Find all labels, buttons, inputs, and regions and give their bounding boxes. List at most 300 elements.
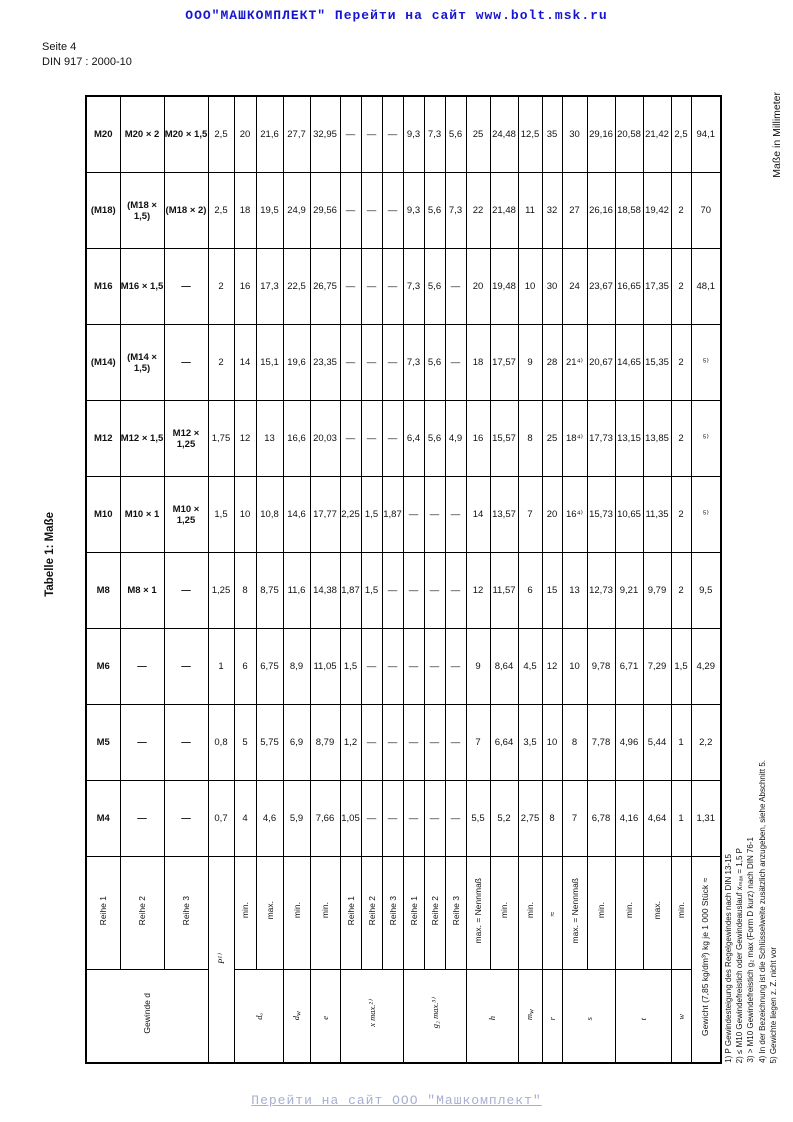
value-cell: 5,75 [256,705,283,781]
value-cell: 20,58 [615,96,643,173]
table-caption: Tabelle 1: Maße [44,512,56,597]
thread-designation-cell: — [164,325,208,401]
value-cell: — [445,629,466,705]
value-cell: 1,5 [361,477,382,553]
value-cell: 11,6 [283,553,310,629]
value-cell: 16 [234,249,256,325]
value-cell: 8,75 [256,553,283,629]
value-cell: 25 [466,96,490,173]
symbol-dw: $d_w$ [283,970,310,1064]
thread-designation-cell: (M18) [86,173,120,249]
symbol-w: w [671,970,691,1064]
value-cell: 8 [518,401,542,477]
value-cell: 13 [562,553,587,629]
value-cell: 20 [466,249,490,325]
value-cell: 1,5 [671,629,691,705]
value-cell: — [340,173,361,249]
table-row [86,325,721,401]
value-cell: ⁵⁾ [691,325,721,401]
value-cell: 12 [234,401,256,477]
value-cell: — [445,325,466,401]
value-cell: 22,5 [283,249,310,325]
symbol-p: P¹⁾ [208,857,234,1064]
value-cell: 7,3 [403,249,424,325]
value-cell: 18,58 [615,173,643,249]
value-cell: 5,6 [424,325,445,401]
value-cell: 94,1 [691,96,721,173]
value-cell: 3,5 [518,705,542,781]
sublabel-h-min: min. [490,857,518,970]
value-cell: 23,67 [587,249,615,325]
value-cell: 12,5 [518,96,542,173]
value-cell: 4,5 [518,629,542,705]
value-cell: 35 [542,96,562,173]
value-cell: 18⁴⁾ [562,401,587,477]
value-cell: 2,75 [518,781,542,857]
sublabel-g2-reihe1: Reihe 1 [403,857,424,970]
value-cell: 13,85 [643,401,671,477]
value-cell: 19,48 [490,249,518,325]
thread-designation-cell: M12 [86,401,120,477]
value-cell: — [403,629,424,705]
value-cell: 13,15 [615,401,643,477]
value-cell: 13,57 [490,477,518,553]
value-cell: — [445,553,466,629]
thread-designation-cell: M12 × 1,25 [164,401,208,477]
value-cell: — [382,705,403,781]
value-cell: 2 [671,401,691,477]
value-cell: 16,65 [615,249,643,325]
footnote-3: 3) > M10 Gewindefreistich g₂ max (Form D kurz) nach DIN 76-1 [746,837,756,1063]
thread-designation-cell: (M18 × 1,5) [120,173,164,249]
value-cell: 8 [234,553,256,629]
value-cell: 6,64 [490,705,518,781]
value-cell: 5,6 [424,173,445,249]
value-cell: 24 [562,249,587,325]
sublabel-x-reihe2: Reihe 2 [361,857,382,970]
value-cell: 17,57 [490,325,518,401]
value-cell: — [424,553,445,629]
value-cell: 1 [671,705,691,781]
table-row [86,96,721,173]
value-cell: 16⁴⁾ [562,477,587,553]
value-cell: — [424,705,445,781]
symbol-t: t [615,970,671,1064]
symbol-s: s [562,970,615,1064]
value-cell: 4,96 [615,705,643,781]
value-cell: 8,64 [490,629,518,705]
value-cell: 21⁴⁾ [562,325,587,401]
value-cell: — [361,401,382,477]
table-row [86,401,721,477]
symbol-e: e [310,970,340,1064]
value-cell: — [382,249,403,325]
value-cell: 7 [466,705,490,781]
symbol-da: dₐ [234,970,283,1064]
table-row [86,553,721,629]
dimensions-table [85,95,722,1064]
value-cell: ⁵⁾ [691,401,721,477]
footnote-2: 2) ≤ M10 Gewindefreistich oder Gewindeauslauf xₘₐₓ = 1,5 P [735,847,745,1063]
footnotes-block [724,760,778,1063]
thread-designation-cell: M16 [86,249,120,325]
table-row [86,705,721,781]
value-cell: 29,56 [310,173,340,249]
value-cell: 17,35 [643,249,671,325]
value-cell: 19,5 [256,173,283,249]
value-cell: — [340,249,361,325]
sublabel-w-min: min. [671,857,691,970]
value-cell: 9,78 [587,629,615,705]
value-cell: 1 [208,629,234,705]
value-cell: 9,3 [403,96,424,173]
value-cell: 18 [234,173,256,249]
value-cell: 24,9 [283,173,310,249]
value-cell: 11 [518,173,542,249]
value-cell: 1,5 [361,553,382,629]
value-cell: 14,38 [310,553,340,629]
standard-number: DIN 917 : 2000-10 [42,55,132,68]
value-cell: 19,6 [283,325,310,401]
symbol-mw: $m_w$ [518,970,542,1064]
value-cell: 26,16 [587,173,615,249]
value-cell: 14,65 [615,325,643,401]
value-cell: 7,3 [403,325,424,401]
label-gewicht: Gewicht (7,85 kg/dm³) kg je 1 000 Stück ≈ [691,857,721,1064]
value-cell: 70 [691,173,721,249]
value-cell: 14,6 [283,477,310,553]
value-cell: 18 [466,325,490,401]
thread-designation-cell: (M18 × 2) [164,173,208,249]
symbol-x-max: x max.²⁾ [340,970,403,1064]
value-cell: 7,3 [424,96,445,173]
value-cell: 4,16 [615,781,643,857]
sublabel-gewinde-reihe3: Reihe 3 [164,857,208,970]
symbol-h: h [466,970,518,1064]
value-cell: 29,16 [587,96,615,173]
thread-designation-cell: M4 [86,781,120,857]
value-cell: 2 [208,249,234,325]
value-cell: 14 [234,325,256,401]
table-row [86,477,721,553]
value-cell: 11,35 [643,477,671,553]
table-row [86,781,721,857]
thread-designation-cell: — [164,629,208,705]
value-cell: — [340,401,361,477]
value-cell: 6,4 [403,401,424,477]
thread-designation-cell: M6 [86,629,120,705]
value-cell: 2,5 [208,173,234,249]
value-cell: 21,42 [643,96,671,173]
value-cell: 1 [671,781,691,857]
value-cell: 21,48 [490,173,518,249]
symbol-g2-max: g₂ max.³⁾ [403,970,466,1064]
value-cell: 12,73 [587,553,615,629]
value-cell: — [361,325,382,401]
value-cell: — [340,96,361,173]
value-cell: 9,5 [691,553,721,629]
value-cell: 21,6 [256,96,283,173]
label-gewinde: Gewinde d [86,970,208,1064]
value-cell: — [445,705,466,781]
value-cell: 2 [671,325,691,401]
value-cell: 2 [671,477,691,553]
value-cell: 1,5 [340,629,361,705]
value-cell: 10 [518,249,542,325]
value-cell: 30 [562,96,587,173]
thread-designation-cell: — [164,249,208,325]
value-cell: 5,2 [490,781,518,857]
sublabel-s-max: max. = Nennmaß [562,857,587,970]
value-cell: 24,48 [490,96,518,173]
page-number: Seite 4 [42,41,77,53]
value-cell: 19,42 [643,173,671,249]
table-label-band [86,857,721,1064]
value-cell: 20,03 [310,401,340,477]
value-cell: 8 [542,781,562,857]
value-cell: 25 [542,401,562,477]
value-cell: 2,5 [671,96,691,173]
value-cell: — [361,705,382,781]
value-cell: 16 [466,401,490,477]
value-cell: 6 [234,629,256,705]
value-cell: — [382,96,403,173]
value-cell: 12 [542,629,562,705]
table-body [86,96,721,857]
value-cell: 8 [562,705,587,781]
value-cell: 1,25 [208,553,234,629]
thread-designation-cell: M10 × 1,25 [164,477,208,553]
value-cell: 32 [542,173,562,249]
value-cell: 2,2 [691,705,721,781]
value-cell: — [340,325,361,401]
value-cell: ⁵⁾ [691,477,721,553]
value-cell: — [361,781,382,857]
value-cell: 10 [542,705,562,781]
symbol-r: r [542,970,562,1064]
value-cell: 0,8 [208,705,234,781]
thread-designation-cell: — [120,781,164,857]
footnote-5: 5) Gewichte liegen z. Z. nicht vor [768,946,778,1063]
value-cell: 15 [542,553,562,629]
page-header [42,40,132,70]
value-cell: 1,05 [340,781,361,857]
value-cell: — [403,477,424,553]
value-cell: 5,5 [466,781,490,857]
thread-designation-cell: — [164,705,208,781]
sublabel-h-max: max. = Nennmaß [466,857,490,970]
value-cell: 7,66 [310,781,340,857]
value-cell: 20 [234,96,256,173]
sublabel-gewinde-reihe1: Reihe 1 [86,857,120,970]
value-cell: 6,71 [615,629,643,705]
value-cell: 7,3 [445,173,466,249]
sublabel-g2-reihe2: Reihe 2 [424,857,445,970]
value-cell: 30 [542,249,562,325]
value-cell: 7,78 [587,705,615,781]
value-cell: 1,31 [691,781,721,857]
sublabel-gewinde-reihe2: Reihe 2 [120,857,164,970]
sublabel-r-approx: ≈ [542,857,562,970]
sublabel-da-max: max. [256,857,283,970]
value-cell: — [403,781,424,857]
value-cell: 12 [466,553,490,629]
symbol-row [86,970,721,1064]
value-cell: 6 [518,553,542,629]
value-cell: 6,78 [587,781,615,857]
thread-designation-cell: — [164,781,208,857]
thread-designation-cell: M10 × 1 [120,477,164,553]
value-cell: 17,3 [256,249,283,325]
value-cell: 7,29 [643,629,671,705]
value-cell: 14 [466,477,490,553]
thread-designation-cell: M20 × 2 [120,96,164,173]
value-cell: 1,87 [382,477,403,553]
value-cell: 15,1 [256,325,283,401]
value-cell: — [382,553,403,629]
value-cell: 10 [562,629,587,705]
value-cell: 15,57 [490,401,518,477]
thread-designation-cell: — [120,629,164,705]
table-row [86,173,721,249]
value-cell: 5,9 [283,781,310,857]
value-cell: — [403,705,424,781]
value-cell: 5 [234,705,256,781]
value-cell: 17,73 [587,401,615,477]
value-cell: 5,6 [424,401,445,477]
thread-designation-cell: — [120,705,164,781]
value-cell: 10 [234,477,256,553]
value-cell: 6,75 [256,629,283,705]
value-cell: 4,6 [256,781,283,857]
value-cell: 5,44 [643,705,671,781]
value-cell: — [382,781,403,857]
value-cell: — [424,629,445,705]
table-row [86,249,721,325]
value-cell: 11,57 [490,553,518,629]
sublabel-g2-reihe3: Reihe 3 [445,857,466,970]
value-cell: 2 [671,553,691,629]
value-cell: 9,21 [615,553,643,629]
value-cell: 1,2 [340,705,361,781]
value-cell: 1,75 [208,401,234,477]
value-cell: 5,6 [424,249,445,325]
thread-designation-cell: M8 × 1 [120,553,164,629]
value-cell: — [445,249,466,325]
value-cell: — [361,96,382,173]
value-cell: 9,79 [643,553,671,629]
value-cell: 8,79 [310,705,340,781]
value-cell: 4,29 [691,629,721,705]
thread-designation-cell: M8 [86,553,120,629]
thread-designation-cell: (M14) [86,325,120,401]
sublabel-e-min: min. [310,857,340,970]
value-cell: — [424,781,445,857]
value-cell: 9 [518,325,542,401]
thread-designation-cell: M16 × 1,5 [120,249,164,325]
value-cell: 7 [562,781,587,857]
thread-designation-cell: (M14 × 1,5) [120,325,164,401]
footer-site-link[interactable]: Перейти на сайт ООО "Машкомплект" [251,1093,542,1108]
value-cell: 10,8 [256,477,283,553]
sublabel-mw-min: min. [518,857,542,970]
value-cell: 9 [466,629,490,705]
value-cell: 7 [518,477,542,553]
value-cell: 9,3 [403,173,424,249]
site-banner-link[interactable]: ООО"МАШКОМПЛЕКТ" Перейти на сайт www.bolt.msk.ru [185,8,608,23]
value-cell: 22 [466,173,490,249]
sublabel-s-min: min. [587,857,615,970]
value-cell: 4,9 [445,401,466,477]
value-cell: 4,64 [643,781,671,857]
value-cell: 20,67 [587,325,615,401]
value-cell: 26,75 [310,249,340,325]
value-cell: — [382,325,403,401]
value-cell: 1,87 [340,553,361,629]
value-cell: 1,5 [208,477,234,553]
thread-designation-cell: M12 × 1,5 [120,401,164,477]
thread-designation-cell: M10 [86,477,120,553]
sublabel-dw-min: min. [283,857,310,970]
thread-designation-cell: M20 [86,96,120,173]
thread-designation-cell: M5 [86,705,120,781]
value-cell: 13 [256,401,283,477]
thread-designation-cell: — [164,553,208,629]
value-cell: 4 [234,781,256,857]
value-cell: 8,9 [283,629,310,705]
footnote-4: 4) In der Bezeichnung ist die Schlüsselweite zusätzlich anzugeben, siehe Abschnitt 5. [757,760,767,1063]
value-cell: 11,05 [310,629,340,705]
value-cell: 27 [562,173,587,249]
footnote-1: 1) P Gewindesteigung des Regelgewindes nach DIN 13-15 [724,854,733,1063]
value-cell: — [445,781,466,857]
sublabel-t-min: min. [615,857,643,970]
value-cell: 16,6 [283,401,310,477]
sublabel-da-min: min. [234,857,256,970]
value-cell: 2,25 [340,477,361,553]
value-cell: 2,5 [208,96,234,173]
sublabel-row [86,857,721,970]
value-cell: 2 [671,173,691,249]
value-cell: — [361,173,382,249]
sublabel-x-reihe3: Reihe 3 [382,857,403,970]
value-cell: 48,1 [691,249,721,325]
value-cell: 17,77 [310,477,340,553]
value-cell: 23,35 [310,325,340,401]
value-cell: — [403,553,424,629]
value-cell: — [361,249,382,325]
value-cell: — [445,477,466,553]
value-cell: 5,6 [445,96,466,173]
value-cell: 32,95 [310,96,340,173]
units-note: Maße in Millimeter [771,92,783,178]
value-cell: 15,35 [643,325,671,401]
value-cell: 28 [542,325,562,401]
value-cell: — [424,477,445,553]
value-cell: 15,73 [587,477,615,553]
value-cell: — [382,173,403,249]
sublabel-x-reihe1: Reihe 1 [340,857,361,970]
value-cell: 2 [208,325,234,401]
value-cell: 0,7 [208,781,234,857]
value-cell: 6,9 [283,705,310,781]
value-cell: 27,7 [283,96,310,173]
value-cell: 10,65 [615,477,643,553]
value-cell: 20 [542,477,562,553]
value-cell: — [382,401,403,477]
value-cell: 2 [671,249,691,325]
thread-designation-cell: M20 × 1,5 [164,96,208,173]
